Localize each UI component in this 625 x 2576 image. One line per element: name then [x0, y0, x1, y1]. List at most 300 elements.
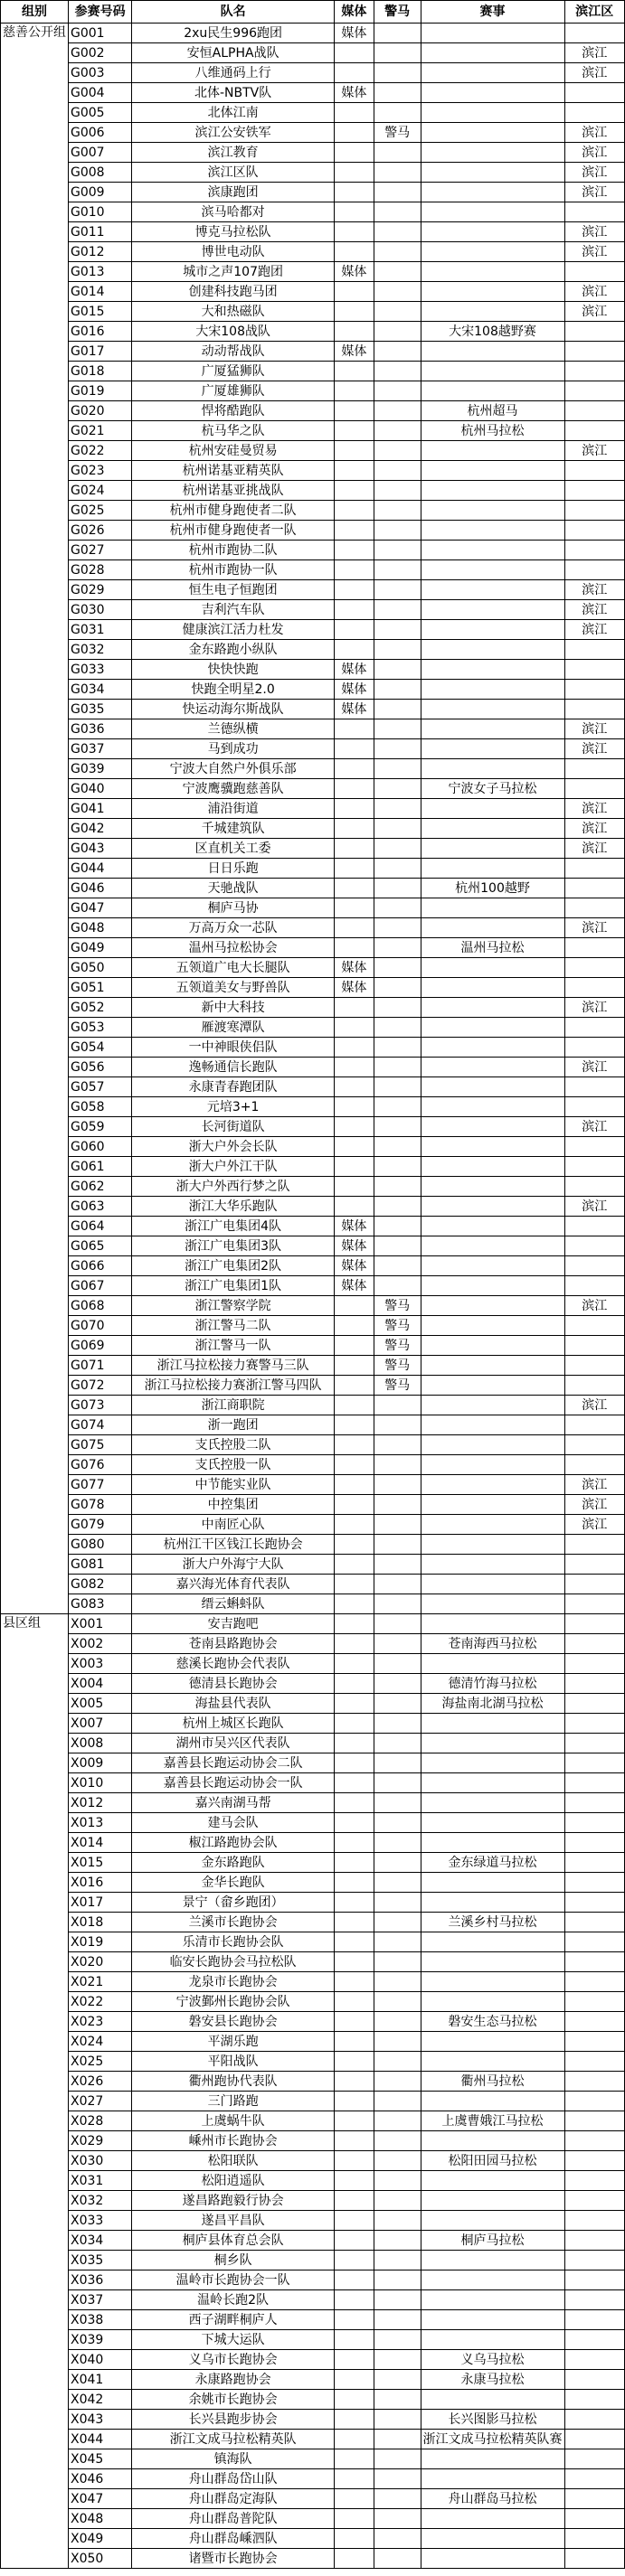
team-name-cell: 杭马华之队 [132, 421, 335, 441]
team-name-cell: 杭州市跑协二队 [132, 541, 335, 560]
media-cell [334, 1734, 374, 1753]
media-cell: 媒体 [334, 1256, 374, 1276]
binjiang-cell [564, 1952, 625, 1972]
binjiang-cell: 滨江 [564, 1197, 625, 1217]
event-cell [421, 242, 564, 262]
event-cell [421, 1217, 564, 1236]
team-name-cell: 衢州跑协代表队 [132, 2072, 335, 2092]
binjiang-cell [564, 322, 625, 342]
bib-number-cell: G043 [69, 839, 132, 859]
team-name-cell: 动动帮战队 [132, 342, 335, 362]
bib-number-cell: G076 [69, 1455, 132, 1475]
media-cell [334, 202, 374, 222]
police-marathon-cell: 警马 [374, 123, 421, 143]
bib-number-cell: X046 [69, 2469, 132, 2489]
bib-number-cell: G040 [69, 779, 132, 799]
binjiang-cell: 滨江 [564, 43, 625, 63]
police-marathon-cell [374, 998, 421, 1018]
table-row [1, 282, 625, 302]
bib-number-cell: G067 [69, 1276, 132, 1296]
bib-number-cell: G064 [69, 1217, 132, 1236]
event-cell [421, 2390, 564, 2410]
media-cell [334, 322, 374, 342]
media-cell [334, 1137, 374, 1157]
media-cell [334, 1654, 374, 1674]
media-cell [334, 501, 374, 521]
table-row [1, 2191, 625, 2211]
table-row [1, 1038, 625, 1058]
media-cell: 媒体 [334, 958, 374, 978]
media-cell [334, 282, 374, 302]
table-row [1, 2251, 625, 2270]
media-cell [334, 859, 374, 879]
police-marathon-cell [374, 1177, 421, 1197]
bib-number-cell: G005 [69, 103, 132, 123]
team-name-cell: 嘉善县长跑运动协会二队 [132, 1753, 335, 1773]
binjiang-cell [564, 2171, 625, 2191]
event-cell [421, 1356, 564, 1376]
media-cell [334, 2211, 374, 2231]
table-row [1, 43, 625, 63]
event-cell [421, 1555, 564, 1575]
table-row [1, 620, 625, 640]
bib-number-cell: G029 [69, 580, 132, 600]
police-marathon-cell [374, 2270, 421, 2290]
team-name-cell: 嘉兴海光体育代表队 [132, 1575, 335, 1594]
binjiang-cell [564, 2012, 625, 2032]
media-cell [334, 1018, 374, 1038]
header-bib-number: 参赛号码 [69, 1, 132, 24]
police-marathon-cell [374, 1475, 421, 1495]
bib-number-cell: X044 [69, 2430, 132, 2449]
team-name-cell: 浙大户外江干队 [132, 1157, 335, 1177]
table-row [1, 1455, 625, 1475]
binjiang-cell [564, 560, 625, 580]
team-name-cell: 浙江广电集团2队 [132, 1256, 335, 1276]
team-name-cell: 兰溪市长跑协会 [132, 1913, 335, 1932]
binjiang-cell [564, 2449, 625, 2469]
event-cell [421, 1415, 564, 1435]
table-row [1, 1256, 625, 1276]
binjiang-cell [564, 1893, 625, 1913]
team-name-cell: 苍南县路跑协会 [132, 1634, 335, 1654]
team-name-cell: 大和热磁队 [132, 302, 335, 322]
team-name-cell: 区直机关工委 [132, 839, 335, 859]
media-cell [334, 1952, 374, 1972]
media-cell [334, 1932, 374, 1952]
bib-number-cell: G025 [69, 501, 132, 521]
team-name-cell: 嘉兴南湖马帮 [132, 1793, 335, 1813]
police-marathon-cell [374, 859, 421, 879]
media-cell [334, 2191, 374, 2211]
event-cell [421, 362, 564, 381]
table-row [1, 163, 625, 183]
binjiang-cell [564, 541, 625, 560]
media-cell [334, 1077, 374, 1097]
team-name-cell: 宁波鹰骥跑慈善队 [132, 779, 335, 799]
media-cell [334, 1694, 374, 1714]
event-cell [421, 381, 564, 401]
table-row [1, 2430, 625, 2449]
table-row [1, 1932, 625, 1952]
event-cell [421, 1654, 564, 1674]
team-name-cell: 嵊州市长跑协会 [132, 2131, 335, 2151]
event-cell [421, 2052, 564, 2072]
police-marathon-cell [374, 1714, 421, 1734]
team-name-cell: 诸暨市长跑协会 [132, 2549, 335, 2569]
binjiang-cell [564, 1793, 625, 1813]
bib-number-cell: X022 [69, 1992, 132, 2012]
event-cell [421, 63, 564, 83]
bib-number-cell: G032 [69, 640, 132, 660]
table-row [1, 302, 625, 322]
event-cell: 永康马拉松 [421, 2370, 564, 2390]
table-row [1, 938, 625, 958]
police-marathon-cell [374, 1435, 421, 1455]
team-name-cell: 五领道广电大长腿队 [132, 958, 335, 978]
bib-number-cell: G001 [69, 24, 132, 43]
event-cell [421, 1137, 564, 1157]
media-cell [334, 1575, 374, 1594]
table-row [1, 1535, 625, 1555]
event-cell [421, 202, 564, 222]
media-cell [334, 2350, 374, 2370]
team-name-cell: 杭州上城区长跑队 [132, 1714, 335, 1734]
event-cell [421, 2529, 564, 2549]
table-row [1, 1555, 625, 1575]
binjiang-cell [564, 1415, 625, 1435]
event-cell [421, 1117, 564, 1137]
police-marathon-cell [374, 898, 421, 918]
binjiang-cell: 滨江 [564, 799, 625, 819]
binjiang-cell [564, 1336, 625, 1356]
table-row [1, 918, 625, 938]
police-marathon-cell [374, 1972, 421, 1992]
event-cell [421, 1376, 564, 1396]
binjiang-cell [564, 1654, 625, 1674]
police-marathon-cell [374, 2549, 421, 2569]
bib-number-cell: G039 [69, 759, 132, 779]
table-row [1, 1614, 625, 1634]
media-cell [334, 779, 374, 799]
media-cell [334, 1356, 374, 1376]
team-name-cell: 兰德纵横 [132, 719, 335, 739]
bib-number-cell: X005 [69, 1694, 132, 1714]
event-cell: 浙江文成马拉松精英队赛 [421, 2430, 564, 2449]
police-marathon-cell [374, 839, 421, 859]
police-marathon-cell [374, 739, 421, 759]
police-marathon-cell [374, 560, 421, 580]
police-marathon-cell [374, 202, 421, 222]
media-cell [334, 1038, 374, 1058]
binjiang-cell [564, 1575, 625, 1594]
police-marathon-cell [374, 2330, 421, 2350]
police-marathon-cell [374, 1932, 421, 1952]
binjiang-cell: 滨江 [564, 1117, 625, 1137]
event-cell [421, 1813, 564, 1833]
team-name-cell: 永康路跑协会 [132, 2370, 335, 2390]
event-cell [421, 282, 564, 302]
media-cell [334, 620, 374, 640]
table-row [1, 1813, 625, 1833]
bib-number-cell: G048 [69, 918, 132, 938]
event-cell [421, 1435, 564, 1455]
media-cell [334, 401, 374, 421]
event-cell [421, 1932, 564, 1952]
group-name-cell [1, 1614, 69, 2569]
bib-number-cell: G026 [69, 521, 132, 541]
binjiang-cell [564, 958, 625, 978]
team-name-cell: 支氏控股一队 [132, 1455, 335, 1475]
event-cell [421, 759, 564, 779]
team-name-cell: 浙大户外西行梦之队 [132, 1177, 335, 1197]
event-cell [421, 2032, 564, 2052]
bib-number-cell: G068 [69, 1296, 132, 1316]
bib-number-cell: G016 [69, 322, 132, 342]
bib-number-cell: G072 [69, 1376, 132, 1396]
header-binjiang: 滨江区 [564, 1, 625, 24]
police-marathon-cell [374, 2390, 421, 2410]
media-cell [334, 2390, 374, 2410]
media-cell [334, 1773, 374, 1793]
media-cell [334, 461, 374, 481]
media-cell [334, 143, 374, 163]
table-row [1, 1495, 625, 1515]
team-name-cell: 金东路跑队 [132, 1853, 335, 1873]
team-name-cell: 湖州市吴兴区代表队 [132, 1734, 335, 1753]
media-cell [334, 421, 374, 441]
team-name-cell: 博世电动队 [132, 242, 335, 262]
team-name-cell: 浙江大华乐跑队 [132, 1197, 335, 1217]
event-cell [421, 739, 564, 759]
binjiang-cell: 滨江 [564, 719, 625, 739]
table-row [1, 1753, 625, 1773]
table-row [1, 859, 625, 879]
police-marathon-cell [374, 183, 421, 202]
event-cell [421, 719, 564, 739]
police-marathon-cell [374, 262, 421, 282]
bib-number-cell: G060 [69, 1137, 132, 1157]
binjiang-cell [564, 2529, 625, 2549]
event-cell [421, 1396, 564, 1415]
binjiang-cell [564, 1734, 625, 1753]
bib-number-cell: G066 [69, 1256, 132, 1276]
police-marathon-cell [374, 43, 421, 63]
binjiang-cell [564, 1356, 625, 1376]
team-name-cell: 浙江广电集团1队 [132, 1276, 335, 1296]
police-marathon-cell [374, 461, 421, 481]
binjiang-cell [564, 1137, 625, 1157]
table-row [1, 640, 625, 660]
media-cell [334, 1495, 374, 1515]
police-marathon-cell [374, 143, 421, 163]
police-marathon-cell [374, 302, 421, 322]
header-police-marathon: 警马 [374, 1, 421, 24]
police-marathon-cell [374, 2231, 421, 2251]
team-name-cell: 大宋108战队 [132, 322, 335, 342]
table-row [1, 322, 625, 342]
event-cell [421, 1773, 564, 1793]
media-cell [334, 481, 374, 501]
media-cell [334, 819, 374, 839]
team-name-cell: 安吉跑吧 [132, 1614, 335, 1634]
table-row [1, 1893, 625, 1913]
police-marathon-cell [374, 1555, 421, 1575]
binjiang-cell [564, 1674, 625, 1694]
media-cell [334, 2330, 374, 2350]
table-row [1, 2211, 625, 2231]
police-marathon-cell [374, 1833, 421, 1853]
binjiang-cell [564, 2151, 625, 2171]
team-name-cell: 余姚市长跑协会 [132, 2390, 335, 2410]
table-row [1, 2449, 625, 2469]
table-row [1, 719, 625, 739]
bib-number-cell: G065 [69, 1236, 132, 1256]
team-name-cell: 龙泉市长跑协会 [132, 1972, 335, 1992]
event-cell [421, 2310, 564, 2330]
binjiang-cell: 滨江 [564, 1296, 625, 1316]
team-name-cell: 快快快跑 [132, 660, 335, 680]
binjiang-cell [564, 2549, 625, 2569]
team-name-cell: 松阳联队 [132, 2151, 335, 2171]
media-cell [334, 2469, 374, 2489]
table-row [1, 521, 625, 541]
police-marathon-cell [374, 1813, 421, 1833]
table-row [1, 580, 625, 600]
team-name-cell: 一中神眼侠侣队 [132, 1038, 335, 1058]
media-cell [334, 2370, 374, 2390]
table-row [1, 123, 625, 143]
bib-number-cell: G082 [69, 1575, 132, 1594]
team-name-cell: 新中大科技 [132, 998, 335, 1018]
police-marathon-cell [374, 481, 421, 501]
bib-number-cell: G021 [69, 421, 132, 441]
binjiang-cell [564, 2032, 625, 2052]
police-marathon-cell [374, 799, 421, 819]
bib-number-cell: G011 [69, 222, 132, 242]
binjiang-cell [564, 1256, 625, 1276]
bib-number-cell: X007 [69, 1714, 132, 1734]
binjiang-cell [564, 2251, 625, 2270]
event-cell [421, 819, 564, 839]
binjiang-cell [564, 342, 625, 362]
event-cell [421, 660, 564, 680]
team-name-cell: 遂昌路跑毅行协会 [132, 2191, 335, 2211]
police-marathon-cell [374, 322, 421, 342]
bib-number-cell: X003 [69, 1654, 132, 1674]
binjiang-cell [564, 1614, 625, 1634]
table-row [1, 2509, 625, 2529]
police-marathon-cell [374, 1236, 421, 1256]
media-cell [334, 739, 374, 759]
event-cell [421, 1475, 564, 1495]
bib-number-cell: G057 [69, 1077, 132, 1097]
event-cell [421, 1535, 564, 1555]
binjiang-cell [564, 1932, 625, 1952]
police-marathon-cell [374, 2052, 421, 2072]
table-row [1, 660, 625, 680]
media-cell [334, 1614, 374, 1634]
police-marathon-cell [374, 2290, 421, 2310]
team-name-cell: 景宁（畲乡跑团） [132, 1893, 335, 1913]
binjiang-cell: 滨江 [564, 1475, 625, 1495]
bib-number-cell: X014 [69, 1833, 132, 1853]
police-marathon-cell [374, 501, 421, 521]
bib-number-cell: X042 [69, 2390, 132, 2410]
police-marathon-cell [374, 2092, 421, 2111]
table-row [1, 2549, 625, 2569]
team-name-cell: 舟山群岛定海队 [132, 2489, 335, 2509]
media-cell [334, 1376, 374, 1396]
binjiang-cell: 滨江 [564, 143, 625, 163]
bib-number-cell: X018 [69, 1913, 132, 1932]
team-name-cell: 浦沿街道 [132, 799, 335, 819]
bib-number-cell: X026 [69, 2072, 132, 2092]
team-name-cell: 嘉善县长跑运动协会一队 [132, 1773, 335, 1793]
bib-number-cell: G007 [69, 143, 132, 163]
event-cell [421, 2251, 564, 2270]
table-row [1, 1157, 625, 1177]
bib-number-cell: G081 [69, 1555, 132, 1575]
team-name-cell: 万高万众一芯队 [132, 918, 335, 938]
event-cell [421, 1197, 564, 1217]
team-name-cell: 八维通码上行 [132, 63, 335, 83]
event-cell [421, 1992, 564, 2012]
media-cell [334, 381, 374, 401]
event-cell [421, 600, 564, 620]
team-name-cell: 金东路跑小纵队 [132, 640, 335, 660]
binjiang-cell [564, 2390, 625, 2410]
police-marathon-cell [374, 2529, 421, 2549]
table-row [1, 1992, 625, 2012]
binjiang-cell [564, 859, 625, 879]
table-row [1, 1018, 625, 1038]
binjiang-cell [564, 1038, 625, 1058]
table-row [1, 242, 625, 262]
binjiang-cell [564, 2072, 625, 2092]
media-cell [334, 1197, 374, 1217]
police-marathon-cell [374, 719, 421, 739]
table-row [1, 2290, 625, 2310]
bib-number-cell: G050 [69, 958, 132, 978]
media-cell [334, 103, 374, 123]
team-name-cell: 快跑全明星2.0 [132, 680, 335, 700]
binjiang-cell [564, 1435, 625, 1455]
binjiang-cell [564, 1853, 625, 1873]
bib-number-cell: G047 [69, 898, 132, 918]
media-cell [334, 2072, 374, 2092]
binjiang-cell: 滨江 [564, 1495, 625, 1515]
team-name-cell: 浙江马拉松接力赛警马三队 [132, 1356, 335, 1376]
event-cell: 宁波女子马拉松 [421, 779, 564, 799]
police-marathon-cell [374, 1256, 421, 1276]
bib-number-cell: X024 [69, 2032, 132, 2052]
event-cell [421, 2469, 564, 2489]
team-name-cell: 浙江广电集团4队 [132, 1217, 335, 1236]
media-cell: 媒体 [334, 1276, 374, 1296]
police-marathon-cell [374, 2012, 421, 2032]
event-cell: 海盐南北湖马拉松 [421, 1694, 564, 1714]
media-cell [334, 2310, 374, 2330]
table-row [1, 1475, 625, 1495]
event-cell [421, 2330, 564, 2350]
media-cell [334, 2549, 374, 2569]
media-cell [334, 580, 374, 600]
media-cell: 媒体 [334, 660, 374, 680]
police-marathon-cell [374, 282, 421, 302]
bib-number-cell: X029 [69, 2131, 132, 2151]
team-name-cell: 恒生电子恒跑团 [132, 580, 335, 600]
